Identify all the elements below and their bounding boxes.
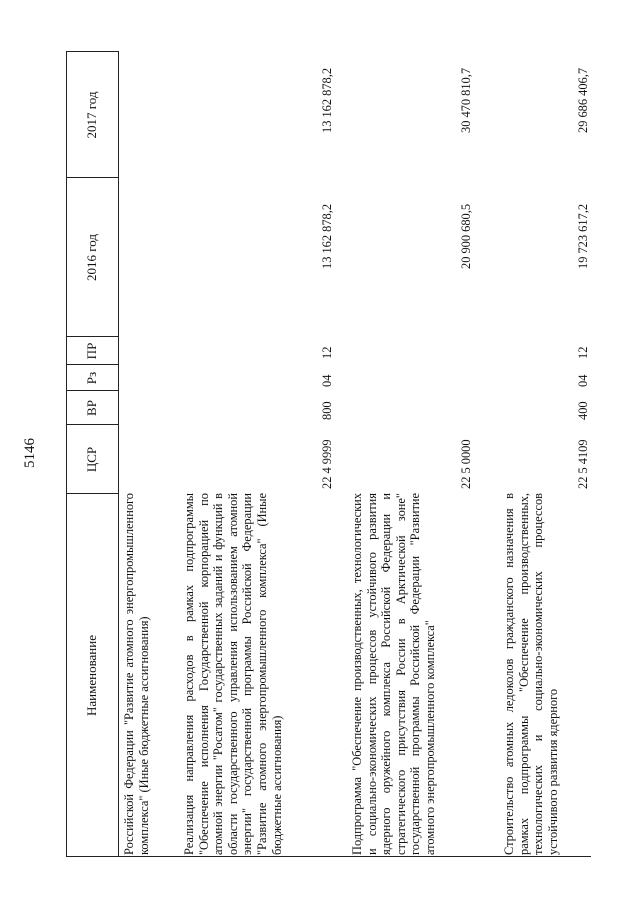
row-rz: 04: [320, 374, 334, 387]
row-rz: 04: [576, 374, 590, 387]
row-csr: 22 5 0000: [459, 439, 473, 489]
row-pr: 12: [320, 346, 334, 359]
row-2016: 19 723 617,2: [576, 203, 590, 269]
row-name: Подпрограмма "Обеспечение производственных, технологических и социально-экономических процессов устойчивого развития ядерного оружейного комплекса Российской Федерации и стратегического присутствия России в Арктической зоне" государственной программы Российской Федерации "Развитие атомного энергопромышленного комплекса": [350, 493, 437, 855]
header-pr: ПР: [84, 342, 99, 360]
row-name: Реализация направления расходов в рамках подпрограммы "Обеспечение исполнения Государственной корпорацией по атомной энергии "Росатом" государственных заданий и функций в области государственного управления использованием атомной энергии" государственной программы Российской Федерации "Развитие атомного энергопромышленного комплекса" (Иные бюджетные ассигнования): [182, 493, 284, 855]
row-name: Российской Федерации "Развитие атомного энергопромышленного комплекса" (Иные бюджетные ассигнования): [122, 493, 151, 855]
row-2017: 13 162 878,2: [320, 67, 334, 133]
header-2017: 2017 год: [84, 91, 99, 139]
row-csr: 22 4 9999: [320, 439, 334, 489]
header-vr: ВР: [84, 400, 99, 416]
column-divider: [66, 856, 591, 857]
page-number: 5146: [22, 438, 38, 468]
row-pr: 12: [576, 346, 590, 359]
header-rz: Рз: [84, 371, 99, 385]
row-vr: 400: [576, 401, 590, 420]
row-csr: 22 5 4109: [576, 439, 590, 489]
header-name: Наименование: [84, 635, 99, 716]
row-2017: 30 470 810,7: [459, 67, 473, 133]
row-name: Строительство атомных ледоколов гражданского назначения в рамках подпрограммы "Обеспечение производственных, технологических и социально-экономических процессов устойчивого развития ядерного: [502, 493, 560, 855]
budget-table: [66, 51, 591, 857]
row-2016: 13 162 878,2: [320, 203, 334, 269]
header-csr: ЦСР: [84, 446, 99, 473]
row-vr: 800: [320, 401, 334, 420]
row-2016: 20 900 680,5: [459, 203, 473, 269]
header-2016: 2016 год: [84, 234, 99, 281]
table-header-bottom-border: [118, 51, 119, 857]
table-top-border: [66, 51, 67, 857]
row-2017: 29 686 406,7: [576, 67, 590, 133]
